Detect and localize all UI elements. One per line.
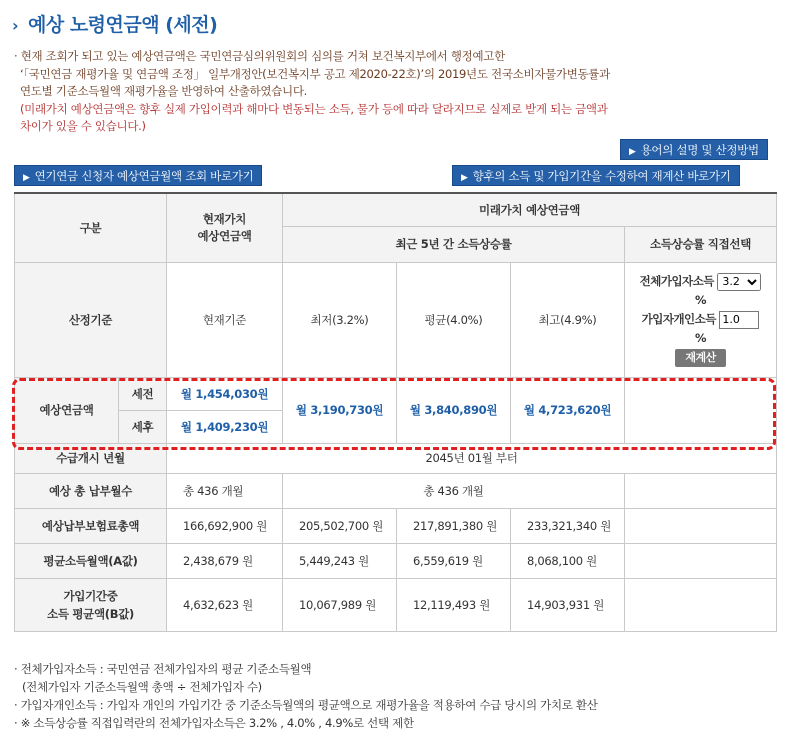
months-direct [625,473,777,508]
terms-explanation-button[interactable]: ▶ 용어의 설명 및 산정방법 [620,139,768,160]
aftertax-present-value: 월 1,409,230원 [167,410,283,443]
basis-high: 최고(4.9%) [511,262,625,377]
notice-text: · 현재 조회가 되고 있는 예상연금액은 국민연금심의위원회의 심의를 거쳐 보건복지부에서 행정예고한 ‘「국민연금 재평가율 및 연금액 조정」 일부개정안(보건복지부 공고 제2020-22호)’의 2019년도 전국소비자물가변동률과 연도별 기준소득월액 재평가율을 반영하여 산출하였습니다. (미래가치 예상연금액은 향후 실제 가입이력과 해마다 변동되는 소득, 물가 등에 따라 달라지므로 실제로 받게 되는 금액과 차이가 있을 수 있습니다.) [14,49,610,133]
a-value-present: 2,438,679 원 [167,543,283,578]
a-value-direct [625,543,777,578]
future-avg-value: 월 3,840,890원 [397,377,511,443]
page-title: › 예상 노령연금액 (세전) [12,14,218,36]
arrow-right-icon: ▶ [23,173,30,183]
recalculate-link-button[interactable]: ▶ 향후의 소득 및 가입기간을 수정하여 재계산 바로가기 [452,165,740,186]
aftertax-label: 세후 [119,410,167,443]
pretax-label: 세전 [119,377,167,410]
pension-table [14,192,777,632]
a-value-low: 5,449,243 원 [283,543,397,578]
b-value-direct [625,578,777,631]
basis-low: 최저(3.2%) [283,262,397,377]
premium-low: 205,502,700 원 [283,508,397,543]
arrow-right-icon: ▶ [461,173,468,183]
start-date-value: 2045년 01월 부터 [167,443,777,473]
premium-direct [625,508,777,543]
months-future: 총 436 개월 [283,473,625,508]
future-low-value: 월 3,190,730원 [283,377,397,443]
b-value-low: 10,067,989 원 [283,578,397,631]
pension-label: 예상연금액 [15,377,119,443]
start-date-label: 수급개시 년월 [15,443,167,473]
recalculate-button[interactable]: 재계산 [675,349,725,367]
months-present: 총 436 개월 [167,473,283,508]
b-value-label: 가입기간중 소득 평균액(B값) [15,578,167,631]
b-value-high: 14,903,931 원 [511,578,625,631]
premium-avg: 217,891,380 원 [397,508,511,543]
a-value-label: 평균소득월액(A값) [15,543,167,578]
deferred-pension-link-button[interactable]: ▶ 연기연금 신청자 예상연금월액 조회 바로가기 [14,165,262,186]
basis-present: 현재기준 [167,262,283,377]
header-future-value: 미래가치 예상연금액 [283,193,777,226]
a-value-avg: 6,559,619 원 [397,543,511,578]
future-high-value: 월 4,723,620원 [511,377,625,443]
premium-present: 166,692,900 원 [167,508,283,543]
premium-high: 233,321,340 원 [511,508,625,543]
header-category: 구분 [15,193,167,262]
months-label: 예상 총 납부월수 [15,473,167,508]
header-recent-5y: 최근 5년 간 소득상승률 [283,226,625,262]
arrow-right-icon: ▶ [629,147,636,157]
footnotes: · 전체가입자소득 : 국민연금 전체가입자의 평균 기준소득월액 (전체가입자 기준소득월액 총액 ÷ 전체가입자 수) · 가입자개인소득 : 가입자 개인의 가입기간 중 기준소득월액의 평균액으로 재평가율을 적용하여 수급 당시의 가치로 환산 · ※ 소득상승률 직접입력란의 전체가입자소득은 3.2% , 4.0% , 4.9%로 선택 제한 [14,662,598,730]
all-income-rate-select[interactable] [717,273,761,291]
direct-result-cell [625,377,777,443]
chevron-right-icon: › [12,16,19,35]
personal-income-rate-input[interactable] [719,311,759,329]
premium-label: 예상납부보험료총액 [15,508,167,543]
b-value-avg: 12,119,493 원 [397,578,511,631]
header-direct-select: 소득상승률 직접선택 [625,226,777,262]
basis-avg: 평균(4.0%) [397,262,511,377]
a-value-high: 8,068,100 원 [511,543,625,578]
direct-select-cell: 전체가입자소득 3.2 % 가입자개인소득 1.0 % 재계산 [625,262,777,377]
header-present-value: 현재가치 예상연금액 [167,193,283,262]
pretax-present-value: 월 1,454,030원 [167,377,283,410]
b-value-present: 4,632,623 원 [167,578,283,631]
basis-label: 산정기준 [15,262,167,377]
